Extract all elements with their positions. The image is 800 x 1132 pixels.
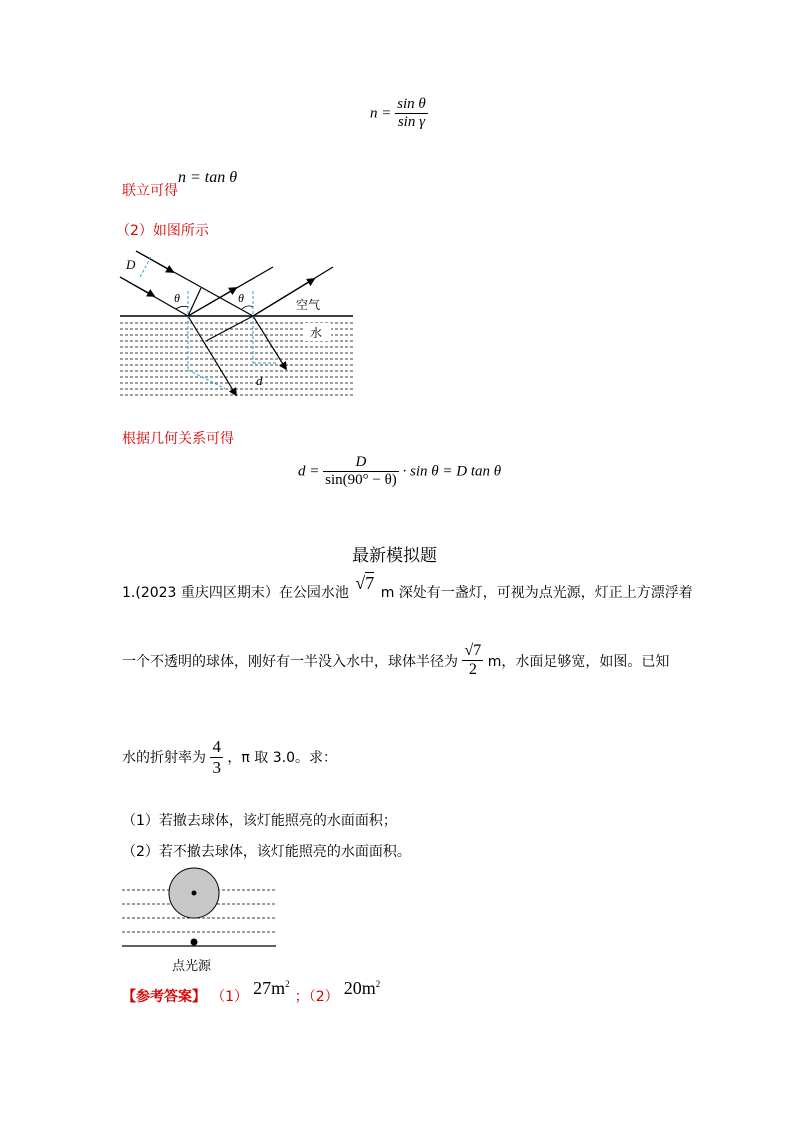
radius-denominator: 2 xyxy=(468,661,477,679)
problem-line-1a: 1.(2023 重庆四区期末）在公园水池 xyxy=(122,585,349,601)
answer-tag: 【参考答案】 xyxy=(122,989,206,1005)
sphere-center-dot xyxy=(192,891,197,896)
geometry-label: 根据几何关系可得 xyxy=(122,431,234,447)
problem-line-1b: m 深处有一盏灯，可视为点光源，灯正上方漂浮着 xyxy=(380,585,693,601)
radius-fraction xyxy=(462,642,483,680)
index-numerator: 4 xyxy=(212,737,221,756)
label-d: d xyxy=(256,373,263,388)
formula-d xyxy=(298,454,501,490)
label-D: D xyxy=(126,257,136,272)
equals-sign: = xyxy=(381,105,392,122)
problem-line-3 xyxy=(122,737,337,777)
part2-label: （2）如图所示 xyxy=(116,223,209,239)
label-air: 空气 xyxy=(296,298,321,312)
answer-2-exponent: 2 xyxy=(375,979,381,989)
sqrt-seven: √7 xyxy=(355,573,375,593)
problem-line-3a: 水的折射率为 xyxy=(122,750,206,767)
answer-2-text: 20m xyxy=(343,978,376,998)
normal-lines xyxy=(140,255,276,390)
answer-1-exponent: 2 xyxy=(285,979,290,989)
formula-d-fraction xyxy=(323,454,399,490)
answer-1-value xyxy=(253,978,290,998)
fraction-numerator: sin θ xyxy=(397,96,426,112)
label-theta-2: θ xyxy=(238,291,244,305)
label-water: 水 xyxy=(310,326,323,340)
problem-line-2a: 一个不透明的球体，刚好有一半没入水中，球体半径为 xyxy=(122,653,458,670)
formula-d-numerator: D xyxy=(355,454,367,470)
light-source-label: 点光源 xyxy=(172,959,212,974)
problem-line-2b: m，水面足够宽，如图。已知 xyxy=(487,653,670,670)
answer-part1: （1） xyxy=(211,989,249,1005)
sphere-diagram xyxy=(120,862,280,962)
sqrt-seven-value: 7 xyxy=(365,573,375,593)
label-theta-1: θ xyxy=(174,291,180,305)
formula-d-denominator: sin(90° − θ) xyxy=(325,472,397,489)
problem-line-1 xyxy=(122,573,693,602)
answer-2-value xyxy=(344,978,381,998)
refractive-index-fraction xyxy=(210,737,223,777)
question-1: （1）若撤去球体，该灯能照亮的水面面积； xyxy=(122,813,397,829)
refracted-ray-2 xyxy=(253,316,286,369)
formula-n-tan: n = tan θ xyxy=(178,169,238,186)
formula-n-ratio xyxy=(370,96,428,132)
answer-separator: ；（2） xyxy=(294,989,339,1005)
index-denominator: 3 xyxy=(212,757,221,777)
answer-1-text: 27m xyxy=(253,978,286,998)
problem-line-3b: ，π 取 3.0。求： xyxy=(227,750,337,767)
question-2: （2）若不撤去球体，该灯能照亮的水面面积。 xyxy=(122,844,411,860)
section-title: 最新模拟题 xyxy=(352,546,437,566)
formula-d-rest: · sin θ = D tan θ xyxy=(402,463,502,480)
problem-line-2 xyxy=(122,642,669,680)
fraction xyxy=(395,96,428,132)
combine-label: 联立可得 xyxy=(122,183,178,199)
answer-line xyxy=(122,978,381,1006)
point-light-source xyxy=(191,939,198,946)
refraction-diagram xyxy=(118,245,358,405)
formula-lhs: n xyxy=(370,105,378,122)
radius-numerator: √7 xyxy=(464,642,482,659)
formula-d-lhs: d = xyxy=(298,463,320,480)
fraction-denominator: sin γ xyxy=(397,114,426,131)
